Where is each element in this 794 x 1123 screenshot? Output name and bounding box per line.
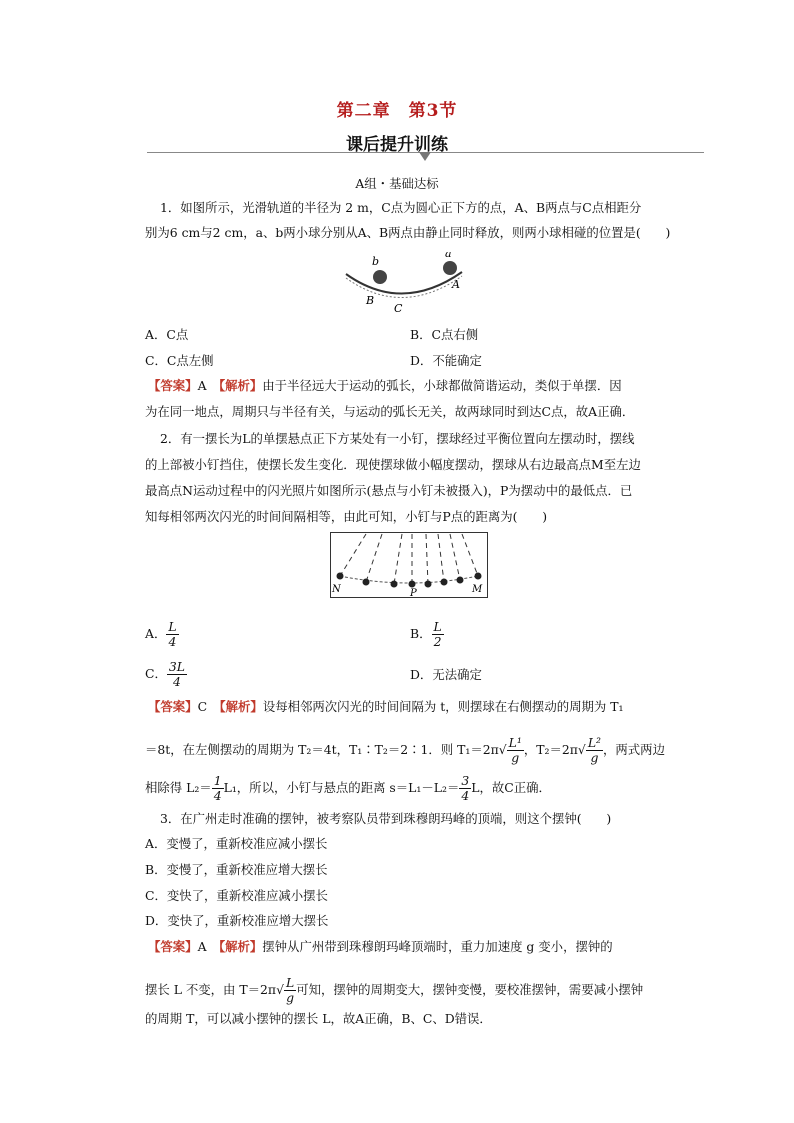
- label-M: M: [472, 584, 483, 595]
- sqrt-symbol: √: [498, 742, 507, 757]
- q2-analysis-line-2: ＝8t，在左侧摆动的周期为 T₂＝4t，T₁∶T₂＝2∶1．则 T₁＝2π√ $\frac{\text{L¹}}{g}$ ，T₂＝2π√ $\frac{\text{L²}}{g}$ ，两式两边: [145, 735, 665, 765]
- q1-stem-line-2: 别为6 cm与2 cm，a、b两小球分别从A、B两点由静止同时释放，则两小球相碰的位置是( ): [145, 225, 671, 240]
- q3-stem: 3．在广州走时准确的摆钟，被考察队员带到珠穆朗玛峰的顶端，则这个摆钟( ): [160, 811, 612, 826]
- label-A: A: [452, 278, 460, 291]
- q3-option-d: D．变快了，重新校准应增大摆长: [145, 913, 329, 928]
- analysis-tag: 【解析】: [219, 699, 263, 714]
- chapter-heading: [0, 96, 794, 121]
- section-number: 第3节: [408, 101, 458, 121]
- q2-option-a: A． $\frac{L}{4}$: [145, 619, 177, 649]
- page-subtitle: 课后提升训练: [346, 135, 448, 155]
- answer-value: A: [197, 939, 207, 954]
- q3-analysis-line-3: 的周期 T，可以减小摆钟的摆长 L，故A正确，B、C、D错误．: [145, 1011, 492, 1026]
- answer-tag: 【答案】: [148, 939, 198, 954]
- q2-analysis-line-3: 相除得 L₂＝ $\frac{1}{4}$ L₁，所以，小钉与悬点的距离 s＝L₁－L₂＝ $\frac{3}{4}$ L，故C正确．: [145, 773, 551, 803]
- q3-option-a: A．变慢了，重新校准应减小摆长: [145, 836, 328, 851]
- label-B: B: [366, 294, 375, 307]
- q3-option-b: B．变慢了，重新校准应增大摆长: [145, 862, 328, 877]
- q2-flash-photo-figure: [330, 532, 488, 598]
- answer-value: C: [197, 699, 208, 714]
- analysis-text: 摆钟从广州带到珠穆朗玛峰顶端时，重力加速度 g 变小，摆钟的: [262, 939, 613, 954]
- q2-option-b: B． $\frac{L}{2}$: [410, 619, 442, 649]
- q1-option-a: A．C点: [145, 327, 189, 342]
- label-b: b: [372, 255, 380, 268]
- q1-option-b: B．C点右侧: [410, 327, 479, 342]
- analysis-text: 由于半径远大于运动的弧长，小球都做简谐运动，类似于单摆．因: [262, 378, 622, 393]
- q2-option-d: D．无法确定: [410, 667, 482, 682]
- ball-b: [373, 270, 387, 284]
- chapter-number: 第二章: [336, 101, 391, 121]
- sqrt-symbol: √: [276, 982, 284, 997]
- q2-stem-line-4: 知每相邻两次闪光的时间间隔相等，由此可知，小钉与P点的距离为( ): [145, 509, 548, 524]
- analysis-tag: 【解析】: [218, 939, 263, 954]
- q2-stem-line-3: 最高点N运动过程中的闪光照片如图所示(悬点与小钉未被摄入)，P为摆动中的最低点．已: [145, 483, 633, 498]
- q3-option-c: C．变快了，重新校准应减小摆长: [145, 888, 328, 903]
- q1-answer-line: [148, 377, 622, 395]
- q1-analysis-line-2: 为在同一地点，周期只与半径有关，与运动的弧长无关，故两球同时到达C点，故A正确．: [145, 404, 635, 419]
- q2-stem-line-1: 2．有一摆长为L的单摆悬点正下方某处有一小钉，摆球经过平衡位置向左摆动时，摆线: [160, 431, 635, 446]
- analysis-tag: 【解析】: [218, 378, 263, 393]
- q2-stem-line-2: 的上部被小钉挡住，使摆长发生变化．现使摆球做小幅度摆动，摆球从右边最高点M至左边: [145, 457, 641, 472]
- q3-analysis-line-2: 摆长 L 不变，由 T＝2π√ $\frac{L}{g}$ 可知，摆钟的周期变大，摆钟变慢，要校准摆钟，需要减小摆钟: [145, 975, 644, 1005]
- q1-option-d: D．不能确定: [410, 353, 482, 368]
- divider-triangle-icon: [419, 152, 431, 161]
- analysis-text: 设每相邻两次闪光的时间间隔为 t，则摆球在右侧摆动的周期为 T₁: [262, 699, 624, 714]
- answer-tag: 【答案】: [148, 699, 198, 714]
- q1-track-figure: [340, 252, 470, 316]
- group-label: A组・基础达标: [355, 176, 439, 191]
- label-N: N: [332, 584, 341, 595]
- label-a: a: [445, 252, 452, 260]
- label-C: C: [394, 302, 403, 315]
- label-P: P: [410, 588, 417, 598]
- q2-answer-line: [148, 698, 623, 716]
- q3-answer-line: [148, 938, 613, 956]
- q1-option-c: C．C点左侧: [145, 353, 214, 368]
- ball-a: [443, 261, 457, 275]
- q1-stem-line-1: 1．如图所示，光滑轨道的半径为 2 m，C点为圆心正下方的点，A、B两点与C点相距分: [160, 200, 642, 215]
- answer-value: A: [197, 378, 207, 393]
- q2-option-c: C． $\frac{3L}{4}$: [145, 659, 185, 689]
- sqrt-symbol: √: [577, 742, 586, 757]
- answer-tag: 【答案】: [148, 378, 198, 393]
